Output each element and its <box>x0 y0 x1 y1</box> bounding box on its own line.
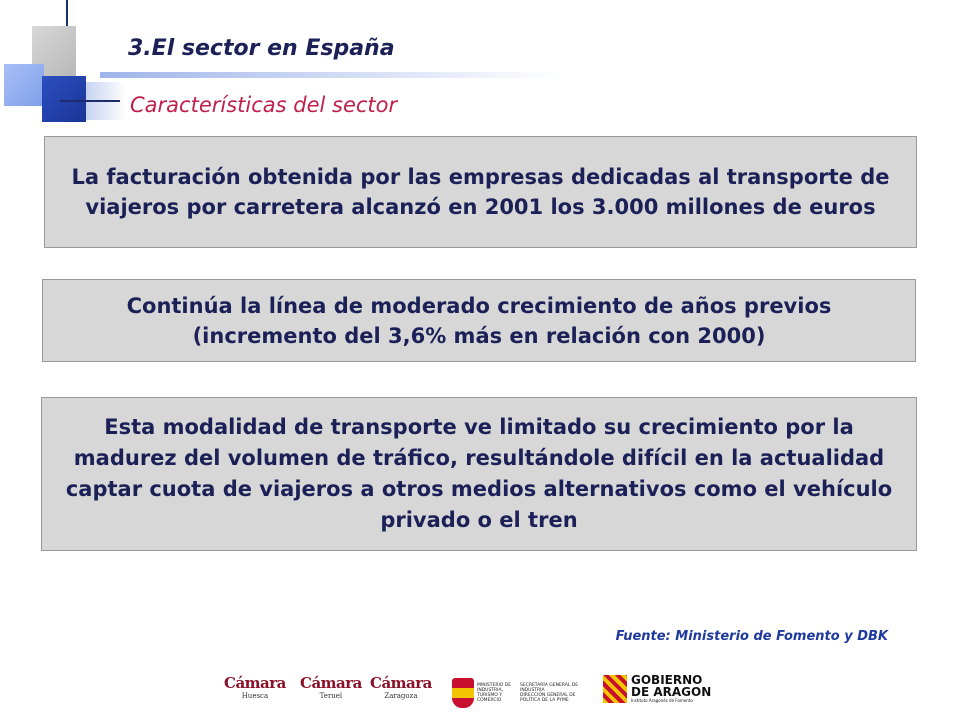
logo-ministerio-secretaria: SECRETARÍA GENERAL DE INDUSTRIA <box>520 683 579 693</box>
logo-camara-teruel-city: Teruel <box>319 692 343 700</box>
logo-camara-zaragoza-city: Zaragoza <box>384 692 418 700</box>
decorative-horizontal-line <box>60 100 120 102</box>
text-box-modalidad <box>41 397 917 551</box>
logo-camara-huesca-city: Huesca <box>241 692 269 700</box>
text-box-facturacion <box>44 136 917 248</box>
logo-camara-teruel-word: Cámara <box>300 674 362 692</box>
logo-gobierno-aragon <box>603 674 711 704</box>
logo-camara-zaragoza-word: Cámara <box>370 674 432 692</box>
text-box-crecimiento-text: Continúa la línea de moderado crecimiento de años previos (incremento del 3,6% más en relación con 2000) <box>126 293 832 348</box>
logo-camara-zaragoza <box>370 674 432 700</box>
logo-camara-teruel <box>300 674 362 700</box>
text-box-facturacion-text: La facturación obtenida por las empresas dedicadas al transporte de viajeros por carretera alcanzó en 2001 los 3.000 millones de euros <box>71 165 890 219</box>
aragon-flag-icon <box>603 675 627 703</box>
text-box-crecimiento <box>42 279 916 362</box>
logo-ministerio-direccion: DIRECCIÓN GENERAL DE POLÍTICA DE LA PYME <box>520 693 576 703</box>
logo-ministerio-name: MINISTERIO DE INDUSTRIA, TURISMO Y COMERCIO <box>477 683 512 703</box>
logo-gobierno-sub: Instituto Aragonés de Fomento <box>631 698 693 703</box>
slide-title: 3.El sector en España <box>128 36 395 61</box>
logo-camara-huesca <box>224 674 286 700</box>
decorative-blue-square <box>42 76 86 122</box>
decorative-light-blue-square <box>4 64 44 106</box>
logo-ministerio-industria <box>452 676 592 710</box>
slide-subtitle: Características del sector <box>130 93 398 117</box>
coat-of-arms-icon <box>452 678 474 708</box>
logo-camara-huesca-word: Cámara <box>224 674 286 692</box>
decorative-gradient-bar <box>100 72 560 78</box>
source-note: Fuente: Ministerio de Fomento y DBK <box>615 629 888 644</box>
text-box-modalidad-text: Esta modalidad de transporte ve limitado su crecimiento por la madurez del volumen de tráfico, resultándole difícil en la actualidad captar cuota de viajeros a otros medios alternativos como el vehículo privado o el tren <box>65 415 893 532</box>
logo-gobierno-line1: GOBIERNO <box>631 673 703 687</box>
logo-gobierno-line2: DE ARAGON <box>631 685 712 699</box>
